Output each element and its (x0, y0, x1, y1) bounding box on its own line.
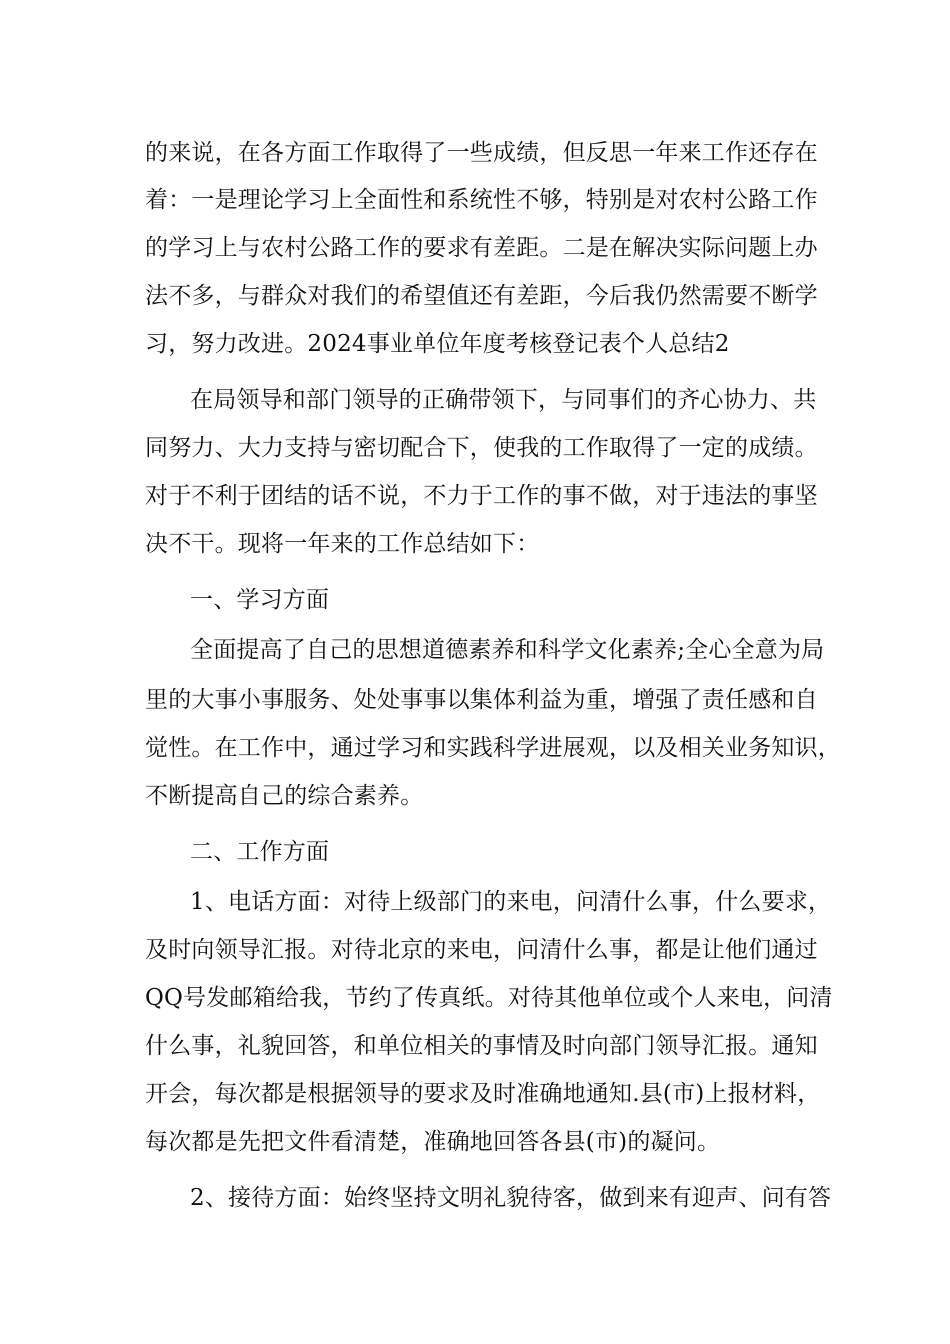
paragraph-first-line: 在局领导和部门领导的正确带领下，与同事们的齐心协力、共 (190, 387, 817, 413)
text-line: 决不干。现将一年来的工作总结如下： (145, 531, 540, 557)
text-line: 觉性。在工作中，通过学习和实践科学进展观，以及相关业务知识， (145, 735, 841, 761)
text-line: 及时向领导汇报。对待北京的来电，问清什么事，都是让他们通过 (145, 937, 818, 963)
text-line: QQ号发邮箱给我，节约了传真纸。对待其他单位或个人来电，问清 (145, 985, 833, 1011)
text-line: 同努力、大力支持与密切配合下，使我的工作取得了一定的成绩。 (145, 435, 818, 461)
text-line: 里的大事小事服务、处处事事以集体利益为重，增强了责任感和自 (145, 687, 818, 713)
text-line: 开会，每次都是根据领导的要求及时准确地通知.县(市)上报材料， (145, 1081, 821, 1107)
text-line: 什么事，礼貌回答，和单位相关的事情及时向部门领导汇报。通知 (145, 1033, 818, 1059)
paragraph-first-line: 2、接待方面：始终坚持文明礼貌待客，做到来有迎声、问有答 (190, 1185, 832, 1211)
section-heading: 二、工作方面 (190, 839, 330, 865)
text-line: 的学习上与农村公路工作的要求有差距。二是在解决实际问题上办 (145, 235, 818, 261)
text-line: 不断提高自己的综合素养。 (145, 783, 424, 809)
text-line: 着：一是理论学习上全面性和系统性不够，特别是对农村公路工作 (145, 187, 818, 213)
text-line: 对于不利于团结的话不说，不力于工作的事不做，对于违法的事坚 (145, 483, 818, 509)
paragraph-first-line: 1、电话方面：对待上级部门的来电，问清什么事，什么要求， (190, 889, 832, 915)
paragraph-first-line: 全面提高了自己的思想道德素养和科学文化素养;全心全意为局 (190, 637, 825, 663)
text-line: 习，努力改进。2024事业单位年度考核登记表个人总结2 (145, 331, 730, 357)
text-line: 的来说，在各方面工作取得了一些成绩，但反思一年来工作还存在 (145, 140, 818, 166)
section-heading: 一、学习方面 (190, 587, 330, 613)
text-line: 法不多，与群众对我们的希望值还有差距，今后我仍然需要不断学 (145, 283, 818, 309)
text-line: 每次都是先把文件看清楚，准确地回答各县(市)的凝问。 (145, 1129, 721, 1155)
